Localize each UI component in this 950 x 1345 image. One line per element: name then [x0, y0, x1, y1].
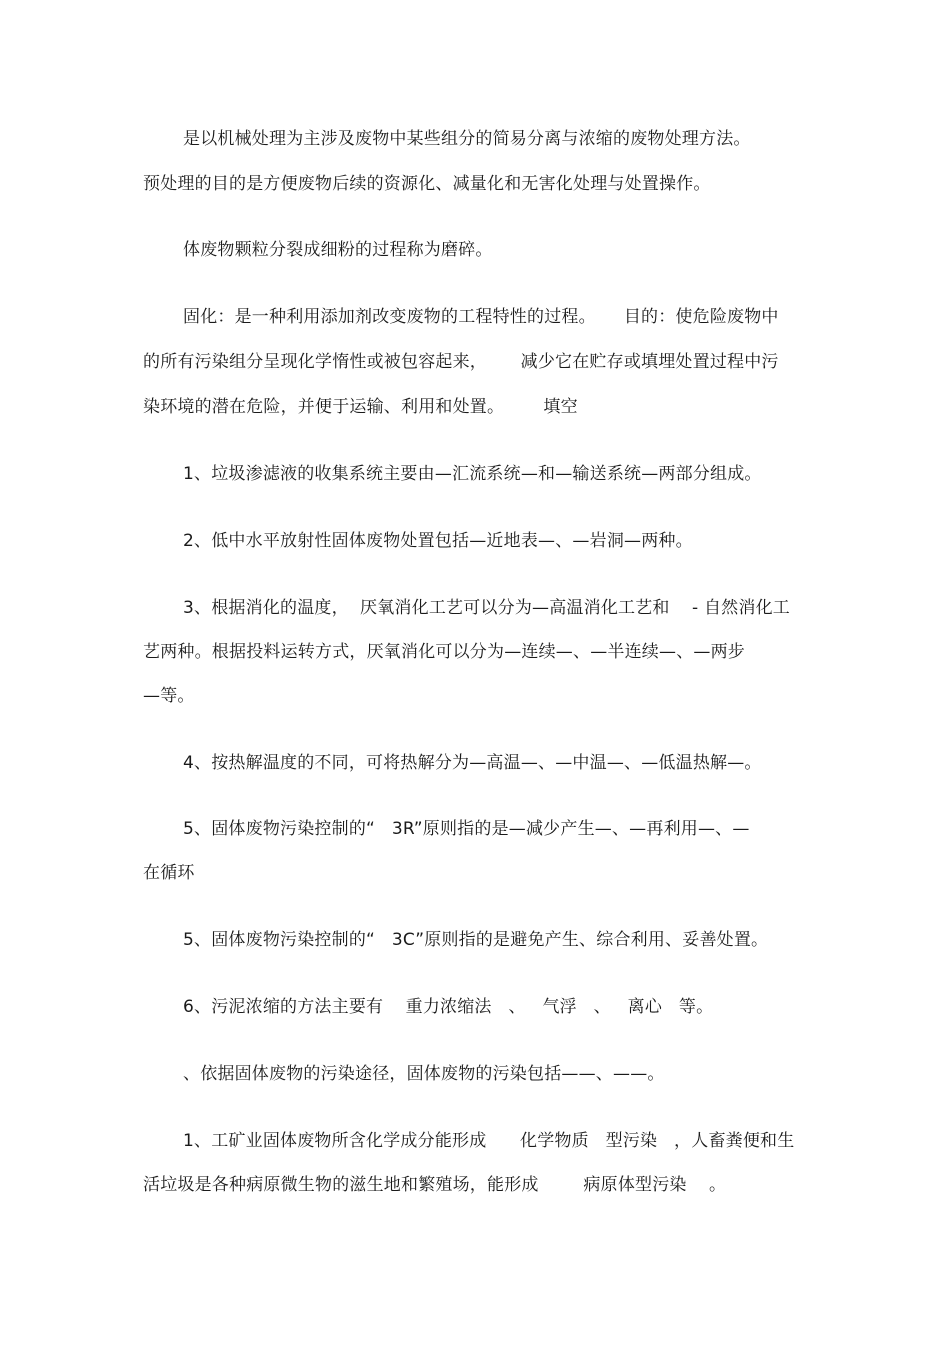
paragraph-line: 的所有污染组分呈现化学惰性或被包容起来， 减少它在贮存或填埋处置过程中污 — [143, 352, 779, 372]
paragraph-line: 预处理的目的是方便废物后续的资源化、减量化和无害化处理与处置操作。 — [143, 174, 711, 194]
question-line: 艺两种。根据投料运转方式，厌氧消化可以分为—连续—、—半连续—、—两步 — [143, 642, 745, 662]
question-line: 4、按热解温度的不同，可将热解分为—高温—、—中温—、—低温热解—。 — [183, 753, 762, 773]
question-line: 活垃圾是各种病原微生物的滋生地和繁殖场，能形成 病原体型污染 。 — [143, 1175, 727, 1195]
question-line: 5、固体废物污染控制的“ 3R”原则指的是—减少产生—、—再利用—、— — [183, 819, 750, 839]
question-line: 、依据固体废物的污染途径，固体废物的污染包括——、——。 — [183, 1064, 665, 1084]
question-line: 在循环 — [143, 863, 195, 883]
paragraph-line: 是以机械处理为主涉及废物中某些组分的简易分离与浓缩的废物处理方法。 — [183, 129, 751, 149]
paragraph-line: 染环境的潜在危险，并便于运输、利用和处置。 填空 — [143, 397, 578, 417]
question-line: 1、垃圾渗滤液的收集系统主要由—汇流系统—和—输送系统—两部分组成。 — [183, 464, 762, 484]
question-line: 3、根据消化的温度， 厌氧消化工艺可以分为—高温消化工艺和 - 自然消化工 — [183, 598, 790, 618]
question-line: 1、工矿业固体废物所含化学成分能形成 化学物质 型污染 ，人畜粪便和生 — [183, 1131, 795, 1151]
paragraph-line: 体废物颗粒分裂成细粉的过程称为磨碎。 — [183, 240, 493, 260]
question-line: —等。 — [143, 686, 195, 706]
question-line: 6、污泥浓缩的方法主要有 重力浓缩法 、 气浮 、 离心 等。 — [183, 997, 714, 1017]
paragraph-line: 固化：是一种利用添加剂改变废物的工程特性的过程。 目的：使危险废物中 — [183, 307, 779, 327]
question-line: 2、低中水平放射性固体废物处置包括—近地表—、—岩洞—两种。 — [183, 531, 693, 551]
question-line: 5、固体废物污染控制的“ 3C”原则指的是避免产生、综合利用、妥善处置。 — [183, 930, 769, 950]
